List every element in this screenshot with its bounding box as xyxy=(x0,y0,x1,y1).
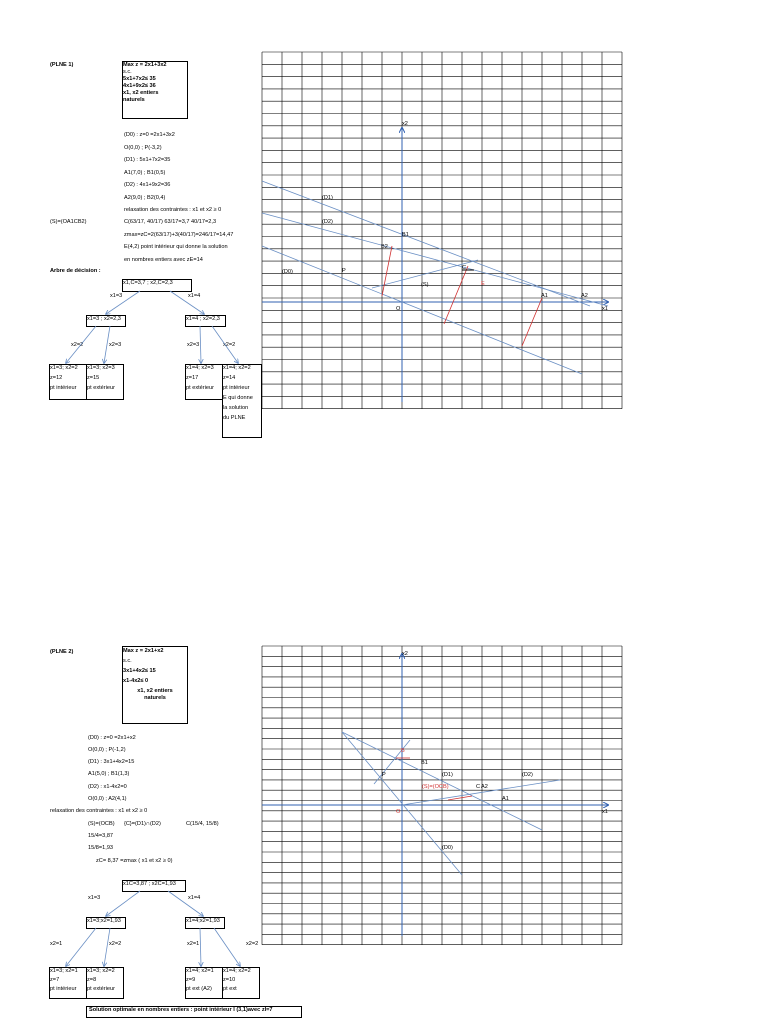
plne2-branch-right: x1=4 xyxy=(188,895,201,901)
plne1-leaf-text: x1=4; x2=2 xyxy=(223,365,251,371)
plne2-label-S: (S)=(OCB) xyxy=(422,784,449,790)
plne1-label-A2: A2 xyxy=(581,293,588,299)
plne1-s-label: (S)=(OA1CB2) xyxy=(50,219,87,225)
plne1-tree-edges xyxy=(66,291,238,363)
plne2-c-value: C(15/4, 15/8) xyxy=(186,821,219,827)
plne1-leaf-text: pt extérieur xyxy=(186,385,214,391)
plne1-line-D2 xyxy=(262,213,608,306)
plne1-edge xyxy=(200,326,201,363)
plne1-branch-left: x1=3 xyxy=(110,293,123,299)
plne1-grid xyxy=(262,52,622,409)
plne1-label: (PLNE 1) xyxy=(50,62,74,68)
plne2-branch-left: x1=3 xyxy=(88,895,101,901)
plne2-edge-label: x2=2 xyxy=(109,941,122,947)
plne2-label-P: P xyxy=(382,772,386,778)
plne1-leaf-text: x1=3; x2=3 xyxy=(87,365,115,371)
plne2-leaf-text: pt ext xyxy=(223,986,237,992)
plne1-leaf-text: x1=4; x2=3 xyxy=(186,365,214,371)
plne2-leaf-text: z=8 xyxy=(87,977,97,983)
plne1-note: (D0) : z=0 =2x1+3x2 xyxy=(124,132,175,138)
plne2-solution-text: Solution optimale en nombres entiers : point intérieur I (3,1)avec zI=7 xyxy=(89,1007,273,1013)
plne2-note: (D2) : x1-4x2=0 xyxy=(88,784,127,790)
plne1-label-B1: B1 xyxy=(402,232,409,238)
plne1-leaf-text: pt extérieur xyxy=(87,385,115,391)
plne1-leaf-text: pt intérieur xyxy=(223,385,250,391)
plne1-edge xyxy=(104,326,110,363)
plne1-tree-title: Arbre de décision : xyxy=(50,268,101,274)
plne2-problem-line: x1, x2 entiers xyxy=(137,688,173,694)
plne1-label-D2: (D2) xyxy=(322,219,333,225)
plne2-calc: zC= 8,37 =zmax ( x1 et x2 ≥ 0) xyxy=(96,858,173,864)
plne1-leaf-text: E qui donne xyxy=(223,395,253,401)
plne2-label: (PLNE 2) xyxy=(50,649,74,655)
plne1-label-O: O xyxy=(396,306,401,312)
plne1-note: O(0,0) ; P(-3,2) xyxy=(124,145,162,151)
plne1-problem-line: naturels xyxy=(123,97,145,103)
plne1-note: en nombres entiers avec zE=14 xyxy=(124,257,203,263)
plne1-node-left-text: x1=3 ; x2=2,3 xyxy=(87,316,121,322)
plne2-leaf-text: x1=4; x2=1 xyxy=(186,968,214,974)
plne1-edge xyxy=(170,291,204,314)
plne2-edge-label: x2=1 xyxy=(187,941,200,947)
plne1-note: E(4,2) point intérieur qui donne la solution xyxy=(124,244,228,250)
plne1-problem-line: Max z = 2x1+3x2 xyxy=(123,62,167,68)
plne2-problem-line: x1-4x2≤ 0 xyxy=(123,678,149,684)
plne1-problem-line: x1, x2 entiers xyxy=(123,90,159,96)
plne1-red-line xyxy=(522,298,542,346)
plne2-c-intersection: {C}=(D1)∩(D2) xyxy=(124,821,161,827)
plne2-note: O(0,0) ; P(-1,2) xyxy=(88,747,126,753)
plne2-label-x1: x1 xyxy=(602,809,608,815)
plne1-problem-line: 4x1+9x2≤ 36 xyxy=(123,83,156,89)
plne2-problem-line: Max z = 2x1+x2 xyxy=(123,648,164,654)
plne2-note: (D0) : z=0 =2x1+x2 xyxy=(88,735,136,741)
plne2-leaf-text: z=9 xyxy=(186,977,196,983)
plne1-label-B2: B2 xyxy=(381,244,388,250)
plne1-branch-right: x1=4 xyxy=(188,293,201,299)
plne1-note: (D1) : 5x1+7x2=35 xyxy=(124,157,171,163)
plne2-label-D2: (D2) xyxy=(522,772,533,778)
plne2-edge xyxy=(214,928,240,966)
plne2-graph xyxy=(262,654,608,936)
plne1-problem-line: s.c. xyxy=(123,69,132,75)
plne2-calc: 15/8=1,93 xyxy=(88,845,114,851)
plne1-label-C: C xyxy=(462,265,467,271)
plne1-node-right-text: x1=4 ; x2=2,3 xyxy=(186,316,220,322)
plne2-problem-line: naturels xyxy=(144,695,166,701)
plne1-leaf-text: z=14 xyxy=(223,375,236,381)
plne2-line-P xyxy=(374,740,410,784)
plne2-relax: relaxation des contraintes : x1 et x2 ≥ 0 xyxy=(50,808,148,814)
plne1-edge xyxy=(66,326,96,363)
plne2-node-right-text: x1=4;x2=1,93 xyxy=(186,918,220,924)
plne2-label-D1: (D1) xyxy=(442,772,453,778)
plne2-root-text: x1C=3,87 ; x2C=1,93 xyxy=(123,881,176,887)
plne2-red-line xyxy=(448,796,472,800)
plne1-edge-label: x2=3 xyxy=(187,342,200,348)
plne2-leaf-text: pt extérieur xyxy=(87,986,115,992)
plne1-edge-label: x2=2 xyxy=(223,342,236,348)
plne1-red-line xyxy=(444,266,468,324)
plne2-edge xyxy=(200,928,201,966)
plne2-label-B1: B1 xyxy=(421,760,428,766)
plne1-edge xyxy=(212,326,238,363)
plne1-edge-label: x2=3 xyxy=(109,342,122,348)
plne2-label-C: C xyxy=(476,784,481,790)
plne1-edge xyxy=(106,291,140,314)
plne2-leaf-text: pt intérieur xyxy=(50,986,77,992)
plne1-leaf-text: z=12 xyxy=(50,375,63,381)
plne2-label-B: B xyxy=(401,748,405,754)
plne1-leaf-text: pt intérieur xyxy=(50,385,77,391)
plne1-label-x2: x2 xyxy=(402,121,408,127)
plne1-note: (D2) : 4x1+9x2=36 xyxy=(124,182,171,188)
plne1-label-P: P xyxy=(342,268,346,274)
plne2-tree-edges xyxy=(66,891,240,966)
plne2-edge-label: x2=2 xyxy=(246,941,259,947)
plne1-label-x1: x1 xyxy=(602,306,608,312)
plne1-graph xyxy=(262,128,608,402)
plne2-leaf-text: x1=3; x2=2 xyxy=(87,968,115,974)
plne1-label-E: E xyxy=(481,281,485,287)
plne2-node-left-text: x1=3;x2=1,93 xyxy=(87,918,121,924)
plne1-leaf-text: z=17 xyxy=(186,375,199,381)
plne2-edge-label: x2=1 xyxy=(50,941,63,947)
plne1-label-D0: (D0) xyxy=(282,269,293,275)
plne1-edge-label: x2=2 xyxy=(71,342,84,348)
plne1-leaf-text: du PLNE xyxy=(223,415,246,421)
plne2-note: A1(5,0) ; B1(1,3) xyxy=(88,771,130,777)
plne2-note: (D1) : 3x1+4x2=15 xyxy=(88,759,135,765)
plne2-note: O(0,0) ; A2(4,1) xyxy=(88,796,127,802)
plne2-label-x2: x2 xyxy=(402,651,408,657)
plne1-label-A1: A1 xyxy=(541,293,548,299)
plne1-problem-line: 5x1+7x2≤ 35 xyxy=(123,76,156,82)
plne2-problem-line: s.c. xyxy=(123,658,132,664)
plne1-note: A1(7,0) ; B1(0,5) xyxy=(124,170,166,176)
plne1-label-S: (S) xyxy=(421,282,429,288)
plne2-label-A1: A1 xyxy=(502,796,509,802)
plne1-leaf-text: la solution xyxy=(223,405,249,411)
plne1-note: A2(9,0) ; B2(0,4) xyxy=(124,195,166,201)
plne2-leaf-text: pt ext (A2) xyxy=(186,986,212,992)
plne2-label-O: O xyxy=(396,809,401,815)
plne1-red-line xyxy=(382,246,392,296)
plne1-leaf-text: z=15 xyxy=(87,375,100,381)
plne2-problem-line: 3x1+4x2≤ 15 xyxy=(123,668,156,674)
plne2-leaf-text: x1=3; x2=1 xyxy=(50,968,78,974)
plne1-root-text: x1,C=3,7 ; x2,C=2,3 xyxy=(123,280,173,286)
plne1-note: relaxation des contraintes : x1 et x2 ≥ 0 xyxy=(124,207,222,213)
plne2-edge xyxy=(104,928,110,966)
plne2-calc: 15/4=3,87 xyxy=(88,833,114,839)
plne2-edge xyxy=(106,891,140,916)
plne2-leaf-text: z=7 xyxy=(50,977,60,983)
plne2-s: (S)=(OCB) xyxy=(88,821,115,827)
plne2-label-A2: A2 xyxy=(481,784,488,790)
plne1-note: zmax=zC=2(63/17)+3(40/17)=246/17=14,47 xyxy=(124,232,234,238)
plne2-grid xyxy=(262,646,622,945)
plne1-note: C(63/17, 40/17) 63/17=3,7 40/17=2,3 xyxy=(124,219,217,225)
plne2-leaf-text: z=10 xyxy=(223,977,236,983)
plne1-leaf-text: x1=3; x2=2 xyxy=(50,365,78,371)
plne2-edge xyxy=(66,928,96,966)
plne2-edge xyxy=(168,891,203,916)
plne2-label-D0: (D0) xyxy=(442,845,453,851)
plne1-label-D1: (D1) xyxy=(322,195,333,201)
plne2-leaf-text: x1=4; x2=2 xyxy=(223,968,251,974)
